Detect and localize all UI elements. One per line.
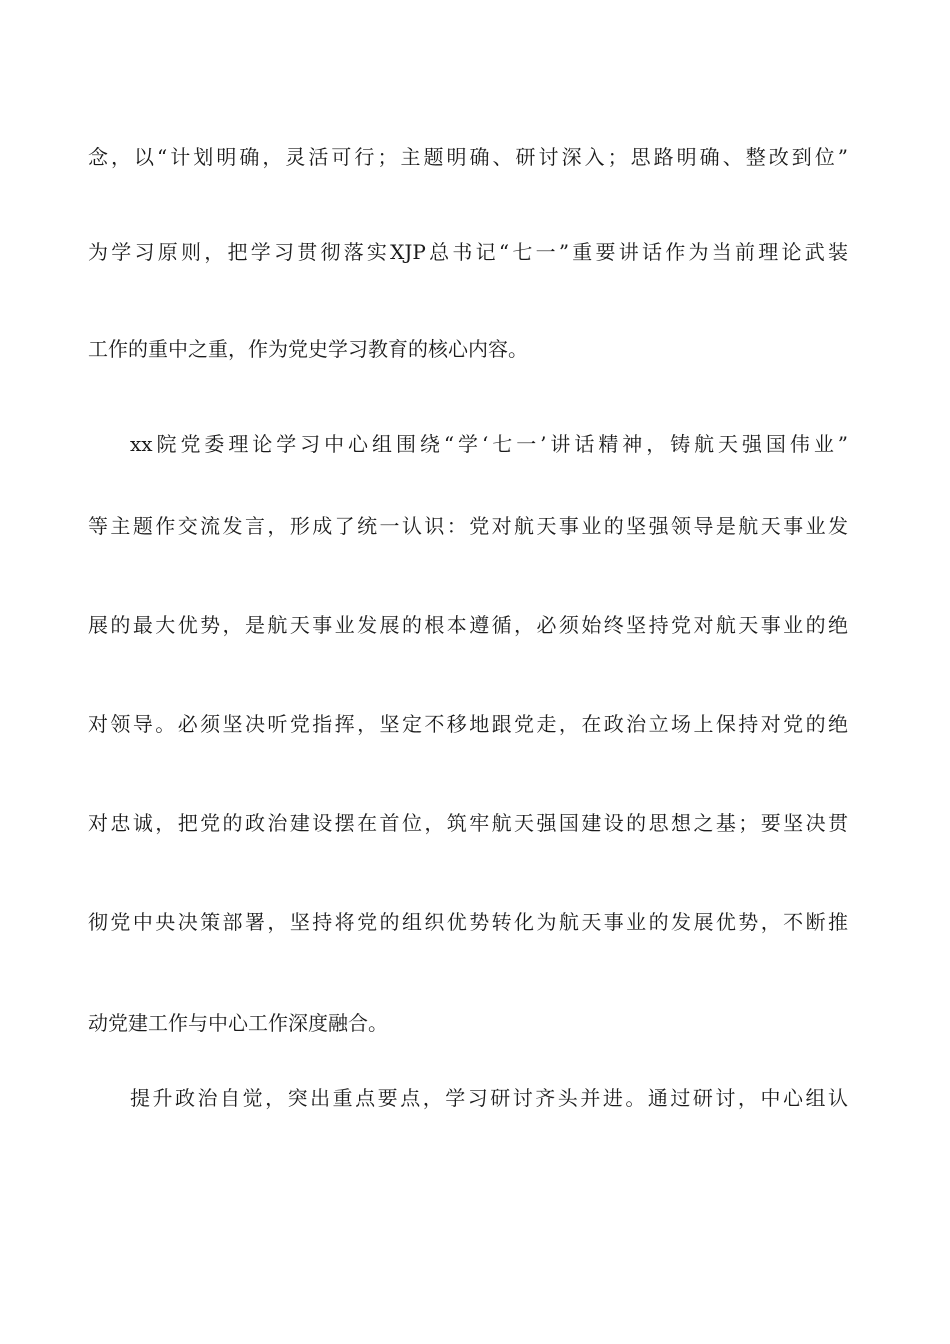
text-line-2: 为学习原则，把学习贯彻落实XJP总书记“七一”重要讲话作为当前理论武装 bbox=[88, 240, 848, 264]
text-line-5: 等主题作交流发言，形成了统一认识：党对航天事业的坚强领导是航天事业发 bbox=[88, 514, 848, 538]
text-line-4: xx院党委理论学习中心组围绕“学‘七一’讲话精神，铸航天强国伟业” bbox=[130, 432, 848, 456]
text-line-9: 彻党中央决策部署，坚持将党的组织优势转化为航天事业的发展优势，不断推 bbox=[88, 910, 848, 934]
text-line-1: 念，以“计划明确，灵活可行；主题明确、研讨深入；思路明确、整改到位” bbox=[88, 145, 848, 169]
text-line-10: 动党建工作与中心工作深度融合。 bbox=[88, 1011, 388, 1035]
text-line-8: 对忠诚，把党的政治建设摆在首位，筑牢航天强国建设的思想之基；要坚决贯 bbox=[88, 811, 848, 835]
text-line-7: 对领导。必须坚决听党指挥，坚定不移地跟党走，在政治立场上保持对党的绝 bbox=[88, 712, 848, 736]
text-line-3: 工作的重中之重，作为党史学习教育的核心内容。 bbox=[88, 337, 528, 361]
text-line-6: 展的最大优势，是航天事业发展的根本遵循，必须始终坚持党对航天事业的绝 bbox=[88, 613, 848, 637]
text-line-11: 提升政治自觉，突出重点要点，学习研讨齐头并进。通过研讨，中心组认 bbox=[130, 1086, 848, 1110]
